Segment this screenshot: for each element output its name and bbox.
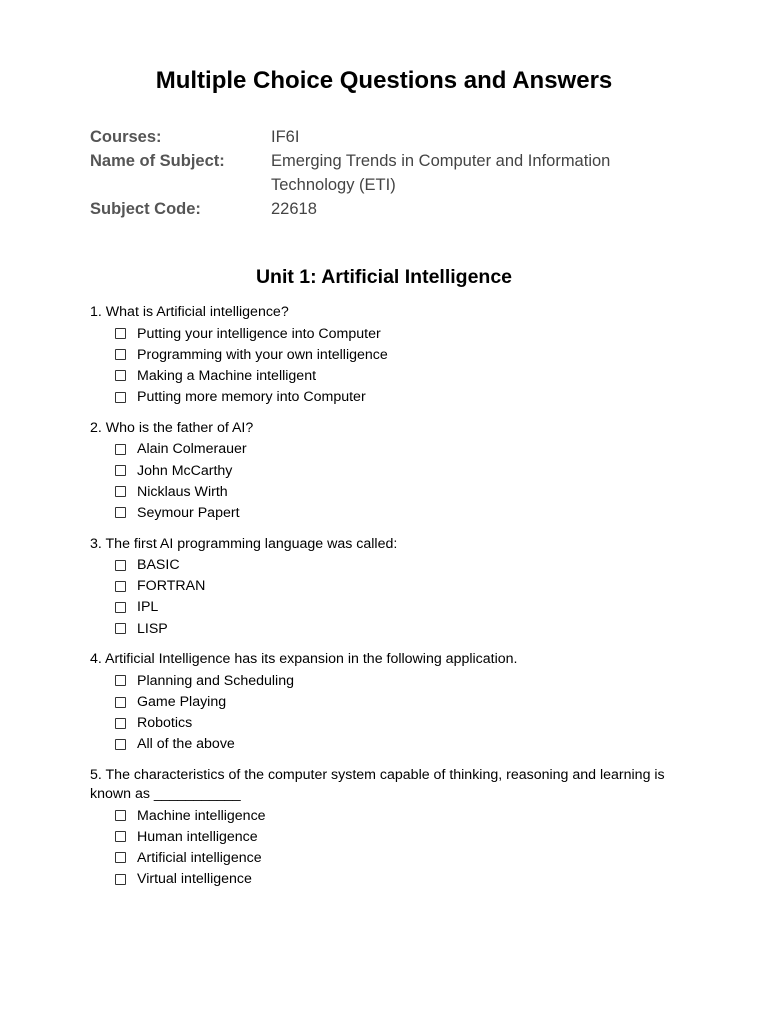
unit-heading: Unit 1: Artificial Intelligence [255, 266, 513, 288]
option-label: Making a Machine intelligent [137, 367, 317, 384]
option-label: Game Playing [137, 694, 227, 711]
answer-option[interactable] [90, 502, 670, 523]
checkbox[interactable] [115, 831, 126, 842]
answer-option[interactable] [90, 734, 670, 755]
question-4 [90, 650, 670, 755]
checkbox[interactable] [115, 852, 126, 863]
subject-label: Name of Subject: [90, 152, 225, 170]
option-label: Virtual intelligence [137, 871, 252, 888]
checkbox[interactable] [115, 465, 126, 476]
option-label: Seymour Papert [137, 504, 240, 521]
checkbox[interactable] [115, 874, 126, 885]
question-3 [90, 535, 670, 640]
subject-code-value: 22618 [271, 200, 317, 218]
option-label: Human intelligence [137, 828, 258, 845]
question-text: 5. The characteristics of the computer system capable of thinking, reasoning and learning is known as ___________ [90, 767, 665, 802]
question-5 [90, 766, 670, 890]
checkbox[interactable] [115, 370, 126, 381]
option-label: Machine intelligence [137, 807, 266, 824]
answer-option[interactable] [90, 481, 670, 502]
checkbox[interactable] [115, 486, 126, 497]
checkbox[interactable] [115, 392, 126, 403]
answer-option[interactable] [90, 691, 670, 712]
answer-option[interactable] [90, 387, 670, 408]
checkbox[interactable] [115, 444, 126, 455]
answer-option[interactable] [90, 439, 670, 460]
checkbox[interactable] [115, 675, 126, 686]
answer-option[interactable] [90, 847, 670, 868]
answer-option[interactable] [90, 670, 670, 691]
checkbox[interactable] [115, 697, 126, 708]
answer-option[interactable] [90, 805, 670, 826]
option-label: FORTRAN [137, 578, 206, 595]
option-label: Alain Colmerauer [137, 441, 247, 458]
subject-value: Emerging Trends in Computer and Information Technology (ETI) [271, 152, 611, 194]
checkbox[interactable] [115, 718, 126, 729]
courses-row [90, 125, 690, 149]
checkbox[interactable] [115, 349, 126, 360]
option-label: John McCarthy [137, 462, 233, 479]
question-text: 2. Who is the father of AI? [90, 419, 254, 436]
option-label: Nicklaus Wirth [137, 483, 228, 500]
answer-option[interactable] [90, 460, 670, 481]
answer-option[interactable] [90, 597, 670, 618]
answer-option[interactable] [90, 618, 670, 639]
checkbox[interactable] [115, 739, 126, 750]
answer-option[interactable] [90, 365, 670, 386]
checkbox[interactable] [115, 507, 126, 518]
subject-code-label: Subject Code: [90, 200, 201, 218]
checkbox[interactable] [115, 328, 126, 339]
checkbox[interactable] [115, 623, 126, 634]
courses-value: IF6I [271, 128, 300, 146]
answer-option[interactable] [90, 826, 670, 847]
answer-option[interactable] [90, 323, 670, 344]
question-text: 1. What is Artificial intelligence? [90, 304, 289, 320]
question-list [90, 303, 670, 901]
option-label: IPL [137, 599, 159, 616]
courses-label: Courses: [90, 128, 162, 146]
answer-option[interactable] [90, 555, 670, 576]
answer-option[interactable] [90, 869, 670, 890]
option-label: BASIC [137, 557, 180, 574]
option-label: Programming with your own intelligence [137, 346, 388, 363]
answer-option[interactable] [90, 344, 670, 365]
checkbox[interactable] [115, 581, 126, 592]
option-label: Robotics [137, 715, 193, 732]
document-title: Multiple Choice Questions and Answers [155, 67, 613, 94]
checkbox[interactable] [115, 560, 126, 571]
question-text: 4. Artificial Intelligence has its expansion in the following application. [90, 651, 518, 668]
checkbox[interactable] [115, 602, 126, 613]
option-label: All of the above [137, 736, 235, 753]
option-label: Planning and Scheduling [137, 672, 294, 689]
option-label: Artificial intelligence [137, 849, 262, 866]
answer-option[interactable] [90, 576, 670, 597]
checkbox[interactable] [115, 810, 126, 821]
course-info [90, 125, 690, 221]
subject-row [90, 149, 690, 197]
code-row [90, 197, 690, 221]
question-text: 3. The first AI programming language was called: [90, 535, 398, 552]
question-2 [90, 419, 670, 524]
question-1 [90, 303, 670, 408]
option-label: Putting your intelligence into Computer [137, 325, 381, 342]
option-label: LISP [137, 620, 168, 637]
answer-option[interactable] [90, 713, 670, 734]
option-label: Putting more memory into Computer [137, 389, 366, 406]
